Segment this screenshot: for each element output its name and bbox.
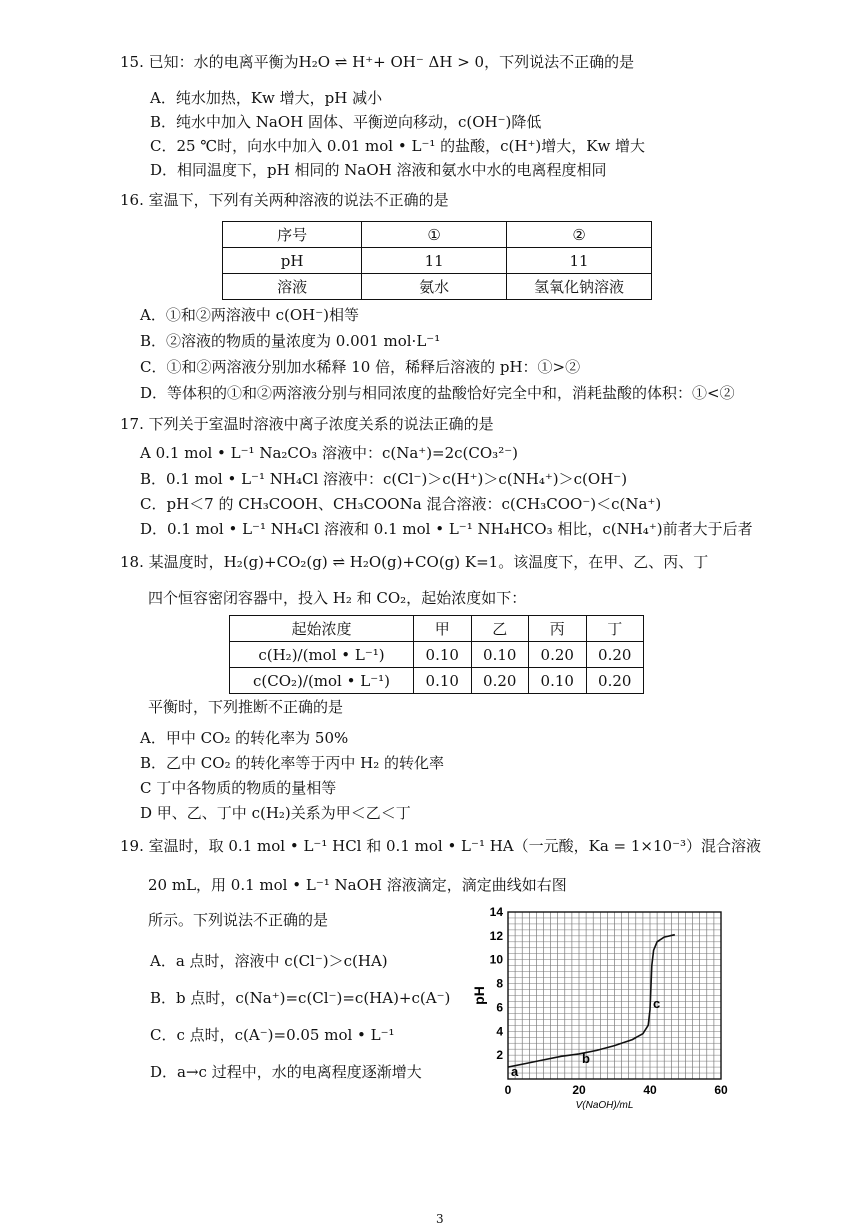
q18-table-header-3: 丙 bbox=[529, 616, 587, 642]
point-label-a: a bbox=[511, 1064, 519, 1080]
q16-table-cell: pH bbox=[223, 248, 362, 274]
y-tick-label: 10 bbox=[489, 952, 503, 967]
q18-stem-2: 四个恒容密闭容器中，投入 H₂ 和 CO₂，起始浓度如下： bbox=[148, 589, 527, 607]
q18-table-header-1: 甲 bbox=[414, 616, 472, 642]
q16-stem: 16. 室温下，下列有关两种溶液的说法不正确的是 bbox=[120, 191, 449, 209]
q18-table-cell: 0.10 bbox=[414, 642, 472, 668]
q16-table-header-0: 序号 bbox=[223, 222, 362, 248]
q18-table-cell: c(H₂)/(mol • L⁻¹) bbox=[230, 642, 414, 668]
q19-option-b: B．b 点时，c(Na⁺)=c(Cl⁻)=c(HA)+c(A⁻) bbox=[150, 989, 451, 1007]
q18-table-header-4: 丁 bbox=[586, 616, 644, 642]
q16-table-cell: 11 bbox=[507, 248, 652, 274]
page-number: 3 bbox=[436, 1212, 444, 1226]
q16-table-header-1: ① bbox=[362, 222, 507, 248]
point-label-b: b bbox=[582, 1050, 590, 1066]
q15-stem: 15. 已知：水的电离平衡为H₂O ⇌ H⁺+ OH⁻ ΔH > 0，下列说法不正确的是 bbox=[120, 53, 635, 71]
q17-option-c: C．pH＜7 的 CH₃COOH、CH₃COONa 混合溶液：c(CH₃COO⁻)＜c(Na⁺) bbox=[140, 495, 662, 513]
q18-option-a: A．甲中 CO₂ 的转化率为 50% bbox=[140, 729, 349, 747]
q18-table bbox=[229, 615, 644, 694]
q18-table-cell: 0.20 bbox=[586, 642, 644, 668]
q15-option-a: A．纯水加热，Kw 增大，pH 减小 bbox=[150, 89, 383, 107]
q16-table-cell: 氢氧化钠溶液 bbox=[507, 274, 652, 300]
q18-table-header-0: 起始浓度 bbox=[230, 616, 414, 642]
x-tick-label: 60 bbox=[714, 1083, 728, 1097]
q17-option-b: B．0.1 mol • L⁻¹ NH₄Cl 溶液中：c(Cl⁻)＞c(H⁺)＞c(NH₄⁺)＞c(OH⁻) bbox=[140, 470, 628, 488]
q18-table-cell: 0.10 bbox=[529, 668, 587, 694]
q18-table-cell: c(CO₂)/(mol • L⁻¹) bbox=[230, 668, 414, 694]
x-tick-label: 0 bbox=[504, 1083, 512, 1097]
x-tick-label: 20 bbox=[572, 1083, 586, 1097]
q18-stem: 18. 某温度时，H₂(g)+CO₂(g) ⇌ H₂O(g)+CO(g) K=1。该温度下，在甲、乙、丙、丁 bbox=[120, 553, 709, 571]
q16-table bbox=[222, 221, 652, 300]
titration-chart bbox=[470, 895, 745, 1120]
q19-option-a: A．a 点时，溶液中 c(Cl⁻)＞c(HA) bbox=[150, 952, 388, 970]
q18-table-cell: 0.10 bbox=[414, 668, 472, 694]
q18-table-cell: 0.20 bbox=[529, 642, 587, 668]
q19-option-c: C．c 点时，c(A⁻)=0.05 mol • L⁻¹ bbox=[150, 1026, 395, 1044]
y-tick-label: 8 bbox=[496, 976, 503, 991]
y-tick-label: 14 bbox=[489, 905, 503, 919]
q16-table-cell: 氨水 bbox=[362, 274, 507, 300]
q16-table-cell: 11 bbox=[362, 248, 507, 274]
q16-option-d: D．等体积的①和②两溶液分别与相同浓度的盐酸恰好完全中和，消耗盐酸的体积：①<② bbox=[140, 384, 735, 402]
q18-table-header-2: 乙 bbox=[471, 616, 529, 642]
x-tick-label: 40 bbox=[643, 1083, 657, 1097]
q16-option-a: A．①和②两溶液中 c(OH⁻)相等 bbox=[140, 306, 360, 324]
q16-option-b: B．②溶液的物质的量浓度为 0.001 mol·L⁻¹ bbox=[140, 332, 441, 350]
q18-option-d: D 甲、乙、丁中 c(H₂)关系为甲＜乙＜丁 bbox=[140, 804, 411, 822]
y-tick-label: 4 bbox=[496, 1024, 503, 1039]
q15-option-d: D．相同温度下，pH 相同的 NaOH 溶液和氨水中水的电离程度相同 bbox=[150, 161, 607, 179]
q16-table-header-2: ② bbox=[507, 222, 652, 248]
q19-stem: 19. 室温时，取 0.1 mol • L⁻¹ HCl 和 0.1 mol • L⁻¹ HA（一元酸，Ka = 1×10⁻³）混合溶液 bbox=[120, 837, 762, 855]
q17-stem: 17. 下列关于室温时溶液中离子浓度关系的说法正确的是 bbox=[120, 415, 494, 433]
q19-stem-2: 20 mL，用 0.1 mol • L⁻¹ NaOH 溶液滴定，滴定曲线如右图 bbox=[148, 876, 567, 894]
q18-table-cell: 0.20 bbox=[471, 668, 529, 694]
y-tick-label: 12 bbox=[489, 928, 503, 943]
point-label-c: c bbox=[653, 996, 661, 1012]
q19-option-d: D．a→c 过程中，水的电离程度逐渐增大 bbox=[150, 1063, 422, 1081]
q15-option-c: C．25 ℃时，向水中加入 0.01 mol • L⁻¹ 的盐酸，c(H⁺)增大，Kw 增大 bbox=[150, 137, 646, 155]
q18-stem-3: 平衡时，下列推断不正确的是 bbox=[148, 698, 344, 716]
q17-option-d: D．0.1 mol • L⁻¹ NH₄Cl 溶液和 0.1 mol • L⁻¹ NH₄HCO₃ 相比，c(NH₄⁺)前者大于后者 bbox=[140, 520, 753, 538]
q18-table-cell: 0.20 bbox=[586, 668, 644, 694]
q18-table-cell: 0.10 bbox=[471, 642, 529, 668]
y-tick-label: 6 bbox=[496, 1000, 503, 1015]
q18-option-c: C 丁中各物质的物质的量相等 bbox=[140, 779, 337, 797]
q15-option-b: B．纯水中加入 NaOH 固体、平衡逆向移动，c(OH⁻)降低 bbox=[150, 113, 542, 131]
q17-option-a: A 0.1 mol • L⁻¹ Na₂CO₃ 溶液中：c(Na⁺)=2c(CO₃²⁻) bbox=[140, 444, 518, 462]
x-axis-label: V(NaOH)/mL bbox=[575, 1100, 634, 1111]
q16-option-c: C．①和②两溶液分别加水稀释 10 倍，稀释后溶液的 pH：①>② bbox=[140, 358, 581, 376]
y-tick-label: 2 bbox=[496, 1048, 503, 1063]
y-axis-label: pH bbox=[471, 986, 487, 1005]
q19-stem-3: 所示。下列说法不正确的是 bbox=[148, 911, 329, 929]
q16-table-cell: 溶液 bbox=[223, 274, 362, 300]
q18-option-b: B．乙中 CO₂ 的转化率等于丙中 H₂ 的转化率 bbox=[140, 754, 444, 772]
